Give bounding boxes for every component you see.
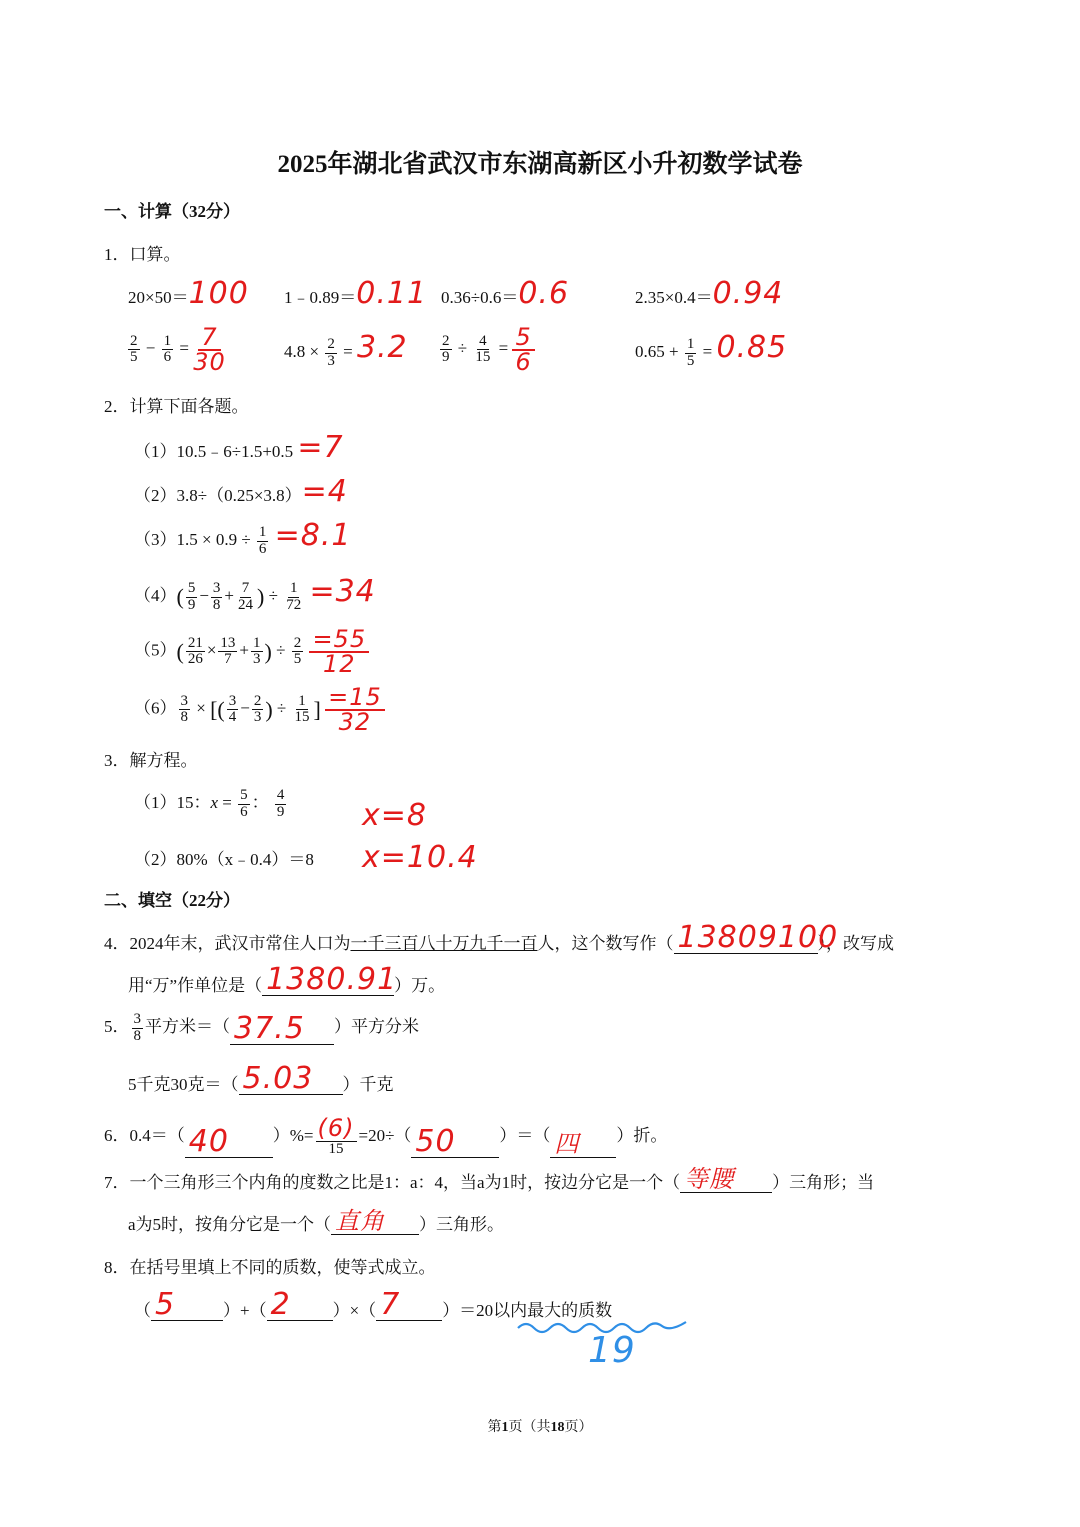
handwritten-answer: 四	[554, 1129, 580, 1158]
handwritten-answer: 7	[380, 1287, 401, 1322]
handwritten-answer: x=10.4	[362, 840, 478, 875]
fill-question: a为5时，按角分它是一个（ 直角 ）三角形。	[128, 1210, 504, 1235]
handwritten-answer: 13809100	[677, 920, 839, 955]
handwritten-answer: 等腰	[684, 1165, 735, 1193]
handwritten-answer: 直角	[335, 1207, 386, 1235]
handwritten-answer: 40	[188, 1123, 229, 1159]
oral-calc-item: $\frac{2}{9}$ ÷ $\frac{4}{15}$ = $\frac{5}{6}$	[438, 326, 535, 374]
handwritten-answer: 0.6	[518, 276, 570, 311]
handwritten-answer: $\frac{5}{6}$	[512, 326, 534, 374]
section-heading: 一、计算（32分）	[104, 202, 240, 221]
handwritten-answer: $\frac{7}{30}$	[193, 323, 226, 376]
fill-question: 6．0.4＝（ 40 ）%= $\frac{(6)}{15}$ =20÷（ 50 ）＝（ 四 ）折。	[104, 1114, 668, 1159]
blue-handwritten-note: 19	[588, 1330, 636, 1371]
calc-problem: （2）3.8÷（0.25×3.8）=4	[134, 474, 348, 509]
handwritten-answer: 3.2	[356, 330, 408, 365]
section-heading: 二、填空（22分）	[104, 891, 240, 910]
handwritten-answer: x=8	[362, 798, 427, 833]
fill-question: 5． $\frac{3}{8}$ 平方米＝（ 37.5 ）平方分米	[104, 1010, 419, 1046]
handwritten-answer: $\frac{=15}{32}$	[325, 686, 385, 734]
handwritten-answer: 5.03	[242, 1061, 314, 1096]
calc-problem: （1）10.5﹣6÷1.5+0.5 =7	[134, 430, 344, 465]
equation: （2）80%（x﹣0.4）＝8	[134, 850, 314, 869]
fill-question: 4．2024年末，武汉市常住人口为一千三百八十万九千一百人，这个数写作（ 13809100 ），改写成	[104, 920, 894, 955]
handwritten-answer: =34	[309, 574, 376, 609]
handwritten-answer: 1380.91	[266, 962, 398, 997]
fill-question: 5千克30克＝（ 5.03 ）千克	[128, 1061, 394, 1096]
oral-calc-item: 2.35×0.4＝0.94	[635, 276, 784, 311]
handwritten-answer: 0.85	[716, 330, 788, 365]
fill-question: （ 5 ）+（ 2 ）×（ 7 ）＝20以内最大的质数	[134, 1287, 613, 1322]
oral-calc-item: 0.36÷0.6＝0.6	[441, 276, 570, 311]
question-label: 8．在括号里填上不同的质数，使等式成立。	[104, 1258, 436, 1277]
oral-calc-item: 20×50＝100	[128, 276, 249, 311]
underlined-text: 一千三百八十万九千一百	[350, 934, 538, 953]
question-label: 3．解方程。	[104, 751, 198, 770]
fill-question: 用“万”作单位是（ 1380.91 ）万。	[128, 962, 446, 997]
page-title: 2025年湖北省武汉市东湖高新区小升初数学试卷	[277, 151, 803, 178]
handwritten-answer: 37.5	[234, 1010, 305, 1046]
handwritten-answer: 100	[188, 276, 249, 311]
oral-calc-item: 1﹣0.89＝0.11	[284, 276, 428, 311]
page-footer: 第1页（共18页）	[487, 1420, 593, 1435]
equation: （1）15：x = $\frac{5}{6}$ ： $\frac{4}{9}$	[134, 787, 285, 820]
calc-problem: （3）1.5 × 0.9 ÷ $\frac{1}{6}$ =8.1	[134, 518, 352, 557]
handwritten-answer: (6)	[317, 1114, 355, 1142]
handwritten-answer: =8.1	[274, 518, 352, 553]
question-label: 1．口算。	[104, 245, 181, 264]
handwritten-answer: =4	[301, 474, 348, 509]
question-label: 2．计算下面各题。	[104, 397, 249, 416]
calc-problem: （4）( $\frac{5}{9}$ − $\frac{3}{8}$ + $\frac{7}{24}$ ) ÷ $\frac{1}{72}$ =34	[134, 574, 376, 613]
handwritten-answer: 50	[415, 1123, 456, 1159]
oral-calc-item: 0.65 + $\frac{1}{5}$ = 0.85	[635, 330, 788, 369]
fill-question: 7．一个三角形三个内角的度数之比是1：a：4，当a为1时，按边分它是一个（ 等腰 ）三角形；当	[104, 1168, 874, 1193]
handwritten-answer: 2	[270, 1287, 291, 1322]
handwritten-answer: 0.94	[712, 276, 784, 311]
handwritten-answer: =7	[297, 430, 344, 465]
handwritten-answer: $\frac{=55}{12}$	[309, 628, 369, 676]
oral-calc-item: 4.8 × $\frac{2}{3}$ = 3.2	[284, 330, 408, 369]
calc-problem: （5）( $\frac{21}{26}$ × $\frac{13}{7}$ + $\frac{1}{3}$ ) ÷ $\frac{2}{5}$ $\frac{=55}{12}$	[134, 628, 369, 676]
oral-calc-item: $\frac{2}{5}$ − $\frac{1}{6}$ = $\frac{7}{30}$	[130, 323, 226, 376]
handwritten-answer: 0.11	[356, 276, 428, 311]
calc-problem: （6） $\frac{3}{8}$ × [( $\frac{3}{4}$ − $\frac{2}{3}$ ) ÷ $\frac{1}{15}$ ] $\frac{=15}{32}$	[134, 686, 385, 734]
handwritten-answer: 5	[155, 1287, 176, 1322]
